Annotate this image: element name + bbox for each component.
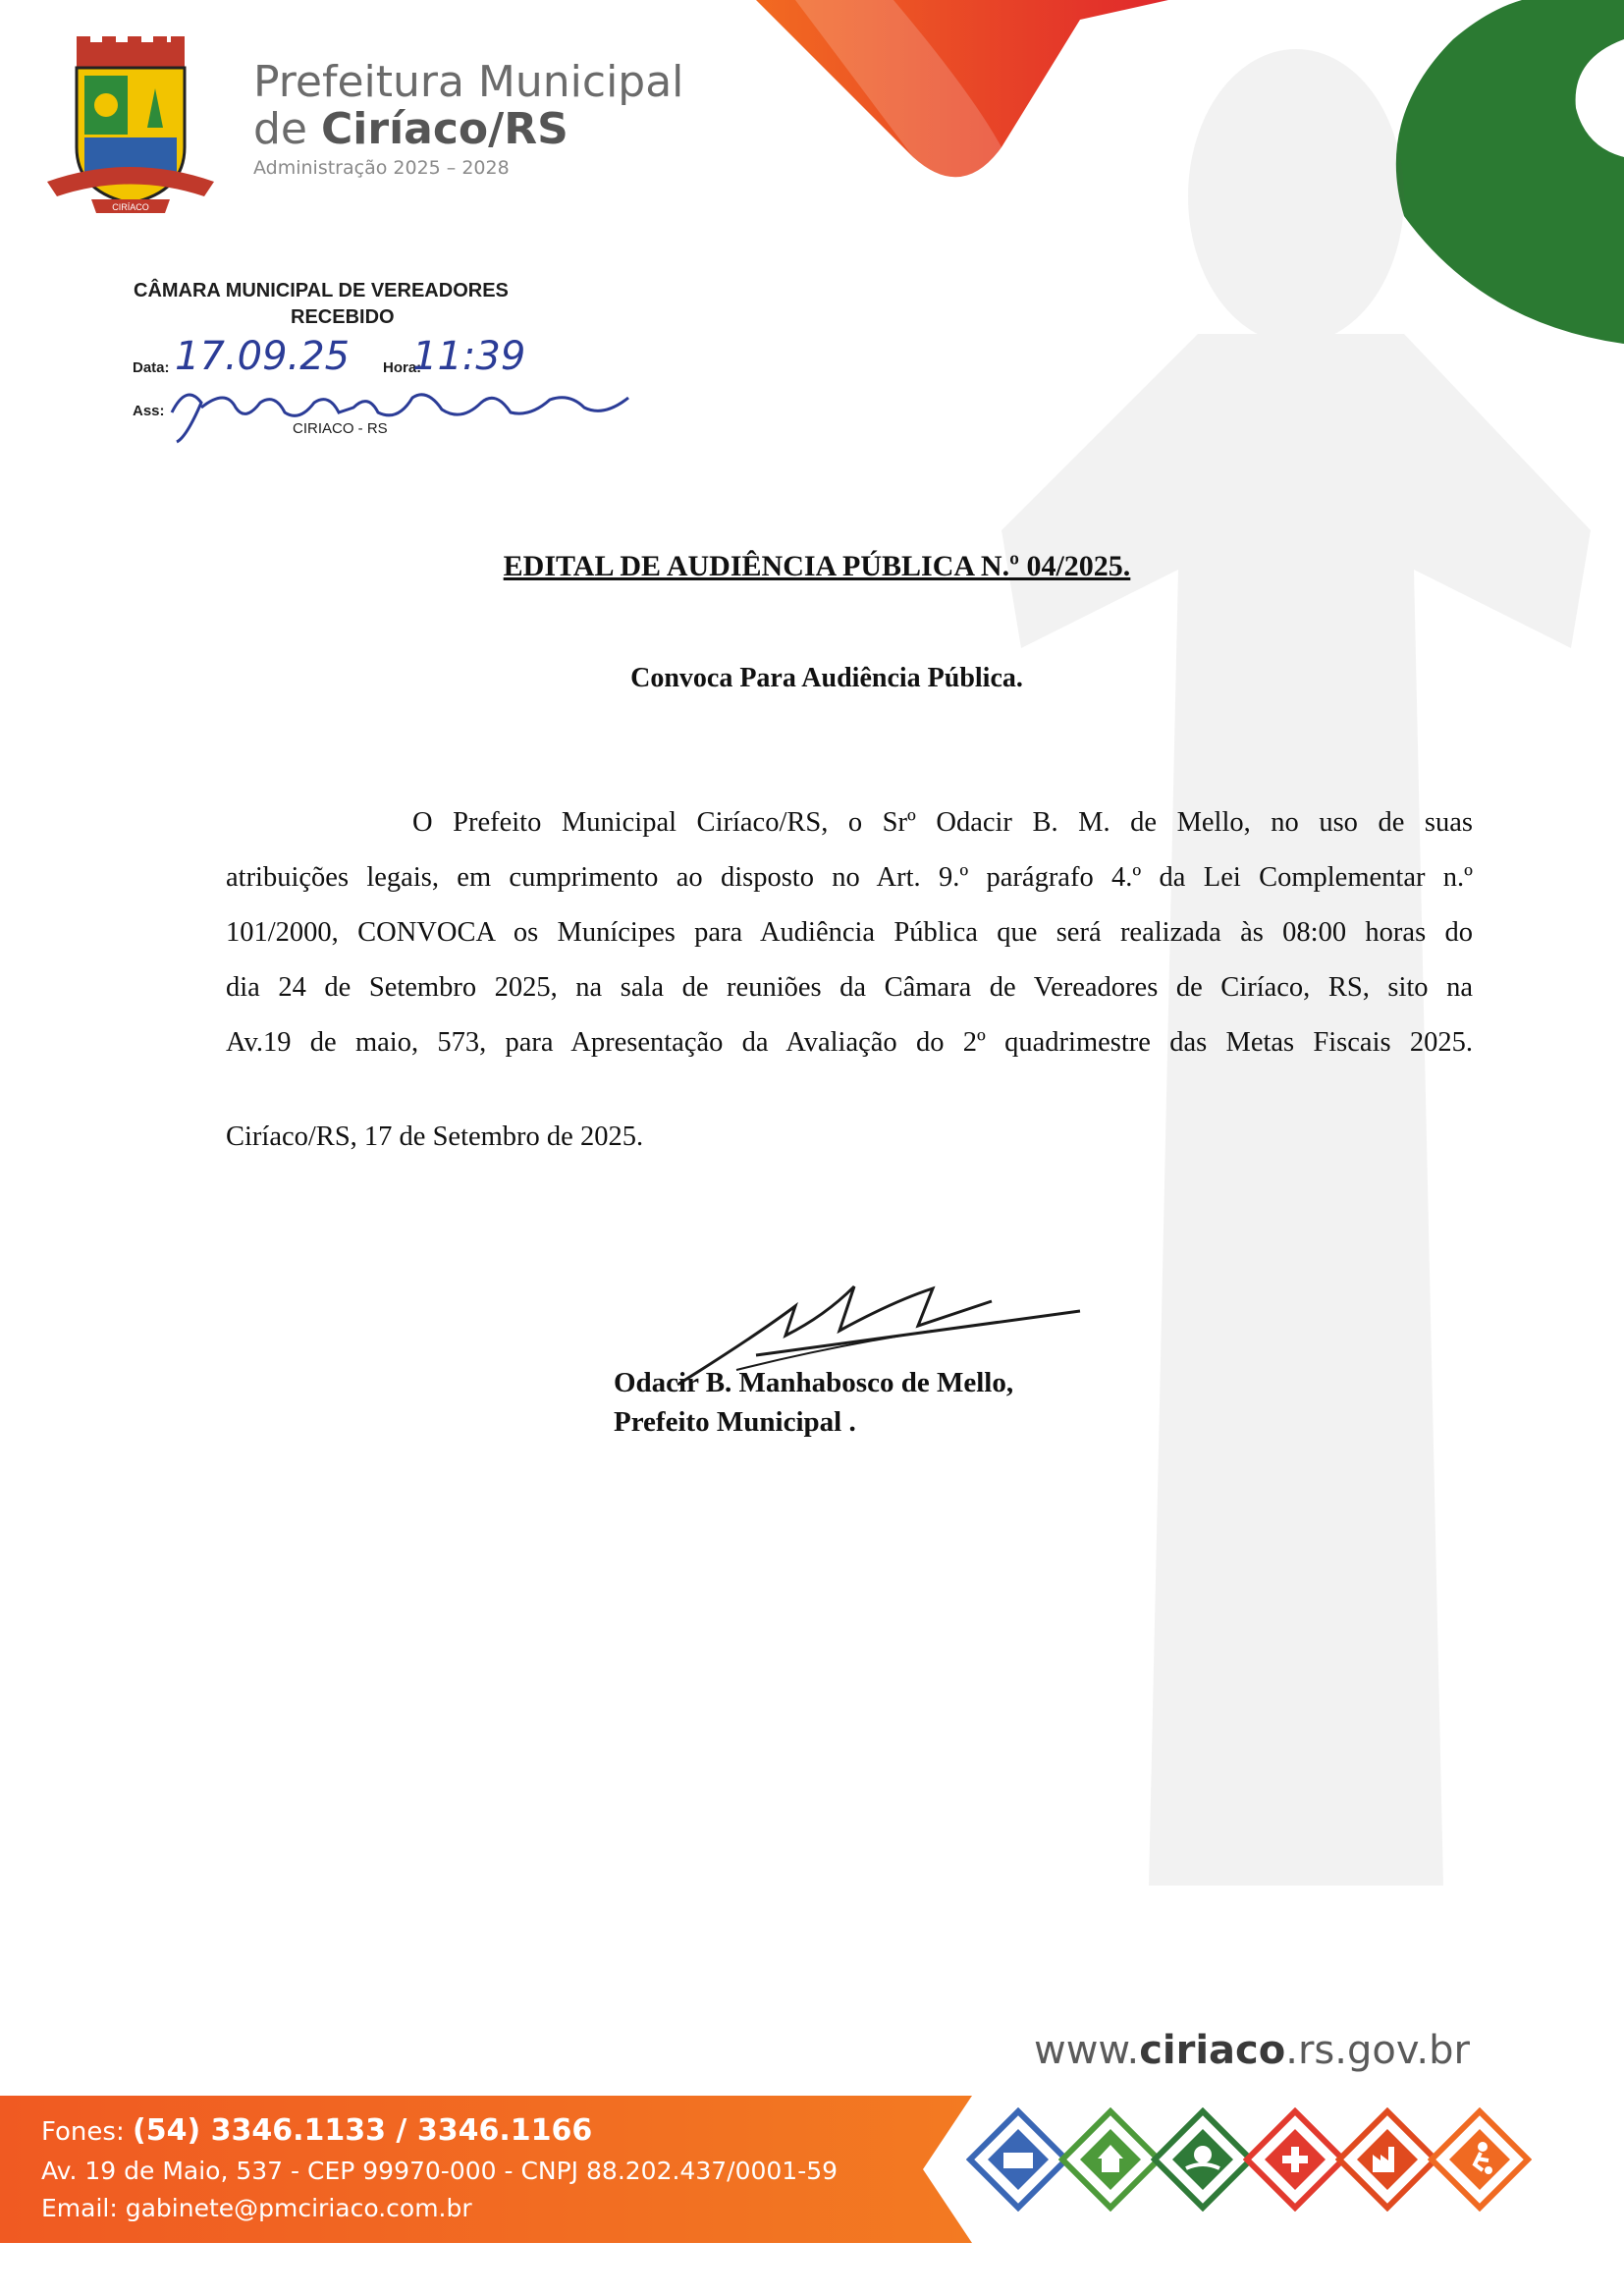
logo-banner-text: CIRÍACO: [112, 202, 149, 212]
website-prefix: www.: [1034, 2028, 1140, 2073]
header-org-name: Prefeitura Municipal: [253, 57, 684, 107]
footer-website: [1034, 2028, 1470, 2073]
body-line: O Prefeito Municipal Ciríaco/RS, o Srº Odacir B. M. de Mello, no uso de suas: [412, 807, 1473, 838]
signatory-name: Odacir B. Manhabosco de Mello,: [614, 1367, 1014, 1398]
agriculture-icon: [1151, 2107, 1255, 2212]
body-line: 101/2000, CONVOCA os Munícipes para Audiência Pública que será realizada às 08:00 horas do: [226, 917, 1473, 948]
header-city-name: Ciríaco/RS: [321, 104, 568, 154]
header-administration: Administração 2025 – 2028: [253, 157, 510, 179]
place-and-date: Ciríaco/RS, 17 de Setembro de 2025.: [226, 1121, 644, 1152]
education-icon: [966, 2107, 1070, 2212]
body-line: dia 24 de Setembro 2025, na sala de reuniões da Câmara de Vereadores de Ciríaco, RS, sito na: [226, 972, 1473, 1003]
header-city-prefix: de: [253, 104, 321, 154]
stamp-time-value: 11:39: [412, 334, 526, 379]
stamp-title: CÂMARA MUNICIPAL DE VEREADORES: [134, 280, 509, 301]
footer-phones: [41, 2113, 592, 2148]
sports-icon: [1428, 2107, 1532, 2212]
stamp-date-value: 17.09.25: [175, 334, 351, 379]
document-title: EDITAL DE AUDIÊNCIA PÚBLICA N.º 04/2025.: [503, 550, 1131, 582]
phones-value: (54) 3346.1133 / 3346.1166: [132, 2113, 593, 2148]
website-suffix: .rs.gov.br: [1285, 2028, 1470, 2073]
footer-email: Email: gabinete@pmciriaco.com.br: [41, 2194, 472, 2222]
website-domain: ciriaco: [1139, 2028, 1286, 2073]
body-line: Av.19 de maio, 573, para Apresentação da Avaliação do 2º quadrimestre das Metas Fiscais 2025.: [226, 1027, 1473, 1058]
body-line: atribuições legais, em cumprimento ao disposto no Art. 9.º parágrafo 4.º da Lei Complementar n.º: [226, 862, 1473, 893]
health-icon: [1243, 2107, 1347, 2212]
stamp-status: RECEBIDO: [291, 306, 395, 328]
stamp-time-label: Hora:: [383, 359, 422, 376]
stamp-handwritten-signature: [167, 378, 648, 447]
phones-label: Fones:: [41, 2117, 133, 2147]
signatory-role: Prefeito Municipal .: [614, 1406, 856, 1438]
stamp-city: CIRIACO - RS: [293, 420, 388, 437]
document-subtitle: Convoca Para Audiência Pública.: [630, 663, 1023, 693]
stamp-date-label: Data:: [133, 359, 170, 376]
christ-statue-watermark: [982, 20, 1620, 1886]
coat-of-arms-logo: [37, 34, 224, 221]
footer-address: Av. 19 de Maio, 537 - CEP 99970-000 - CNPJ 88.202.437/0001-59: [41, 2157, 839, 2185]
social-assistance-icon: [1058, 2107, 1163, 2212]
industry-icon: [1335, 2107, 1439, 2212]
header-org-city: [253, 104, 568, 154]
stamp-signature-label: Ass:: [133, 403, 165, 419]
